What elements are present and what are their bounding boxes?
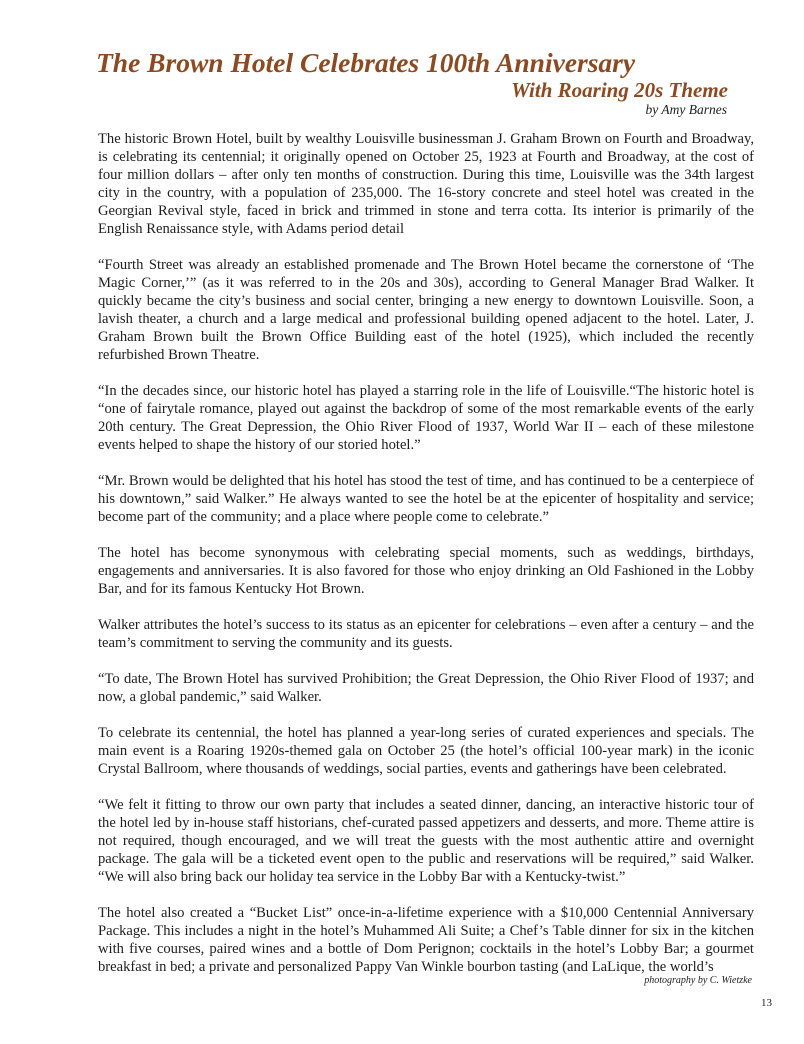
- paragraph-success: Walker attributes the hotel’s success to its status as an epicenter for celebrations – even after a century – and the team’s commitment to serving the community and its guests.: [98, 617, 754, 651]
- page-number: 13: [761, 997, 772, 1009]
- paragraph-survived: “To date, The Brown Hotel has survived Prohibition; the Great Depression, the Ohio River Flood of 1937; and now, a global pandemic,” said Walker.: [98, 671, 754, 705]
- paragraph-gala: “We felt it fitting to throw our own party that includes a seated dinner, dancing, an interactive historic tour of the hotel led by in-house staff historians, chef-curated passed appetizers and desserts, and more. Theme attire is not required, though encouraged, and we will treat the guests with the most authentic attire and overnight package. The gala will be a ticketed event open to the public and reservations will be required,” said Walker. “We will also bring back our holiday tea service in the Lobby Bar with a Kentucky-twist.”: [98, 797, 754, 885]
- byline: by Amy Barnes: [645, 102, 727, 117]
- paragraph-mr-brown: “Mr. Brown would be delighted that his hotel has stood the test of time, and has continued to be a centerpiece of his downtown,” said Walker.” He always wanted to see the hotel be at the epicenter of hospitality and service; become part of the community; and a place where people come to celebrate.”: [98, 473, 754, 525]
- paragraph-centennial: To celebrate its centennial, the hotel has planned a year-long series of curated experiences and specials. The main event is a Roaring 1920s-themed gala on October 25 (the hotel’s official 100-year mark) in the iconic Crystal Ballroom, where thousands of weddings, social parties, events and gatherings have been celebrated.: [98, 725, 754, 777]
- paragraph-special-moments: The hotel has become synonymous with celebrating special moments, such as weddings, birthdays, engagements and anniversaries. It is also favored for those who enjoy drinking an Old Fashioned in the Lobby Bar, and for its famous Kentucky Hot Brown.: [98, 545, 754, 597]
- paragraph-history: The historic Brown Hotel, built by wealthy Louisville businessman J. Graham Brown on Fourth and Broadway, is celebrating its centennial; it originally opened on October 25, 1923 at Fourth and Broadway, at the cost of four million dollars – after only ten months of construction. During this time, Louisville was the 34th largest city in the country, with a population of 235,000. The 16-story concrete and steel hotel was created in the Georgian Revival style, faced in brick and trimmed in stone and terra cotta. Its interior is primarily of the English Renaissance style, with Adams period detail: [98, 131, 754, 237]
- article-body: [98, 130, 754, 976]
- paragraph-magic-corner: “Fourth Street was already an established promenade and The Brown Hotel became the cornerstone of ‘The Magic Corner,’” (as it was referred to in the 20s and 30s), according to General Manager Brad Walker. It quickly became the city’s business and social center, bringing a new energy to downtown Louisville. Soon, a lavish theater, a church and a large medical and professional building opened adjacent to the hotel. Later, J. Graham Brown built the Brown Office Building east of the hotel (1925), which included the recently refurbished Brown Theatre.: [98, 257, 754, 363]
- article-title: The Brown Hotel Celebrates 100th Anniversary: [96, 47, 636, 78]
- article-subtitle: With Roaring 20s Theme: [511, 78, 728, 102]
- photo-credit: photography by C. Wietzke: [644, 975, 752, 986]
- paragraph-decades: “In the decades since, our historic hotel has played a starring role in the life of Louisville.“The historic hotel is “one of fairytale romance, played out against the backdrop of some of the most remarkable events of the early 20th century. The Great Depression, the Ohio River Flood of 1937, World War II – each of these milestone events helped to shape the history of our storied hotel.”: [98, 383, 754, 453]
- paragraph-bucket-list: The hotel also created a “Bucket List” once-in-a-lifetime experience with a $10,000 Centennial Anniversary Package. This includes a night in the hotel’s Muhammed Ali Suite; a Chef’s Table dinner for six in the kitchen with five courses, paired wines and a bottle of Dom Perignon; cocktails in the hotel’s Lobby Bar; a gourmet breakfast in bed; a private and personalized Pappy Van Winkle bourbon tasting (and LaLique, the world’s: [98, 905, 754, 975]
